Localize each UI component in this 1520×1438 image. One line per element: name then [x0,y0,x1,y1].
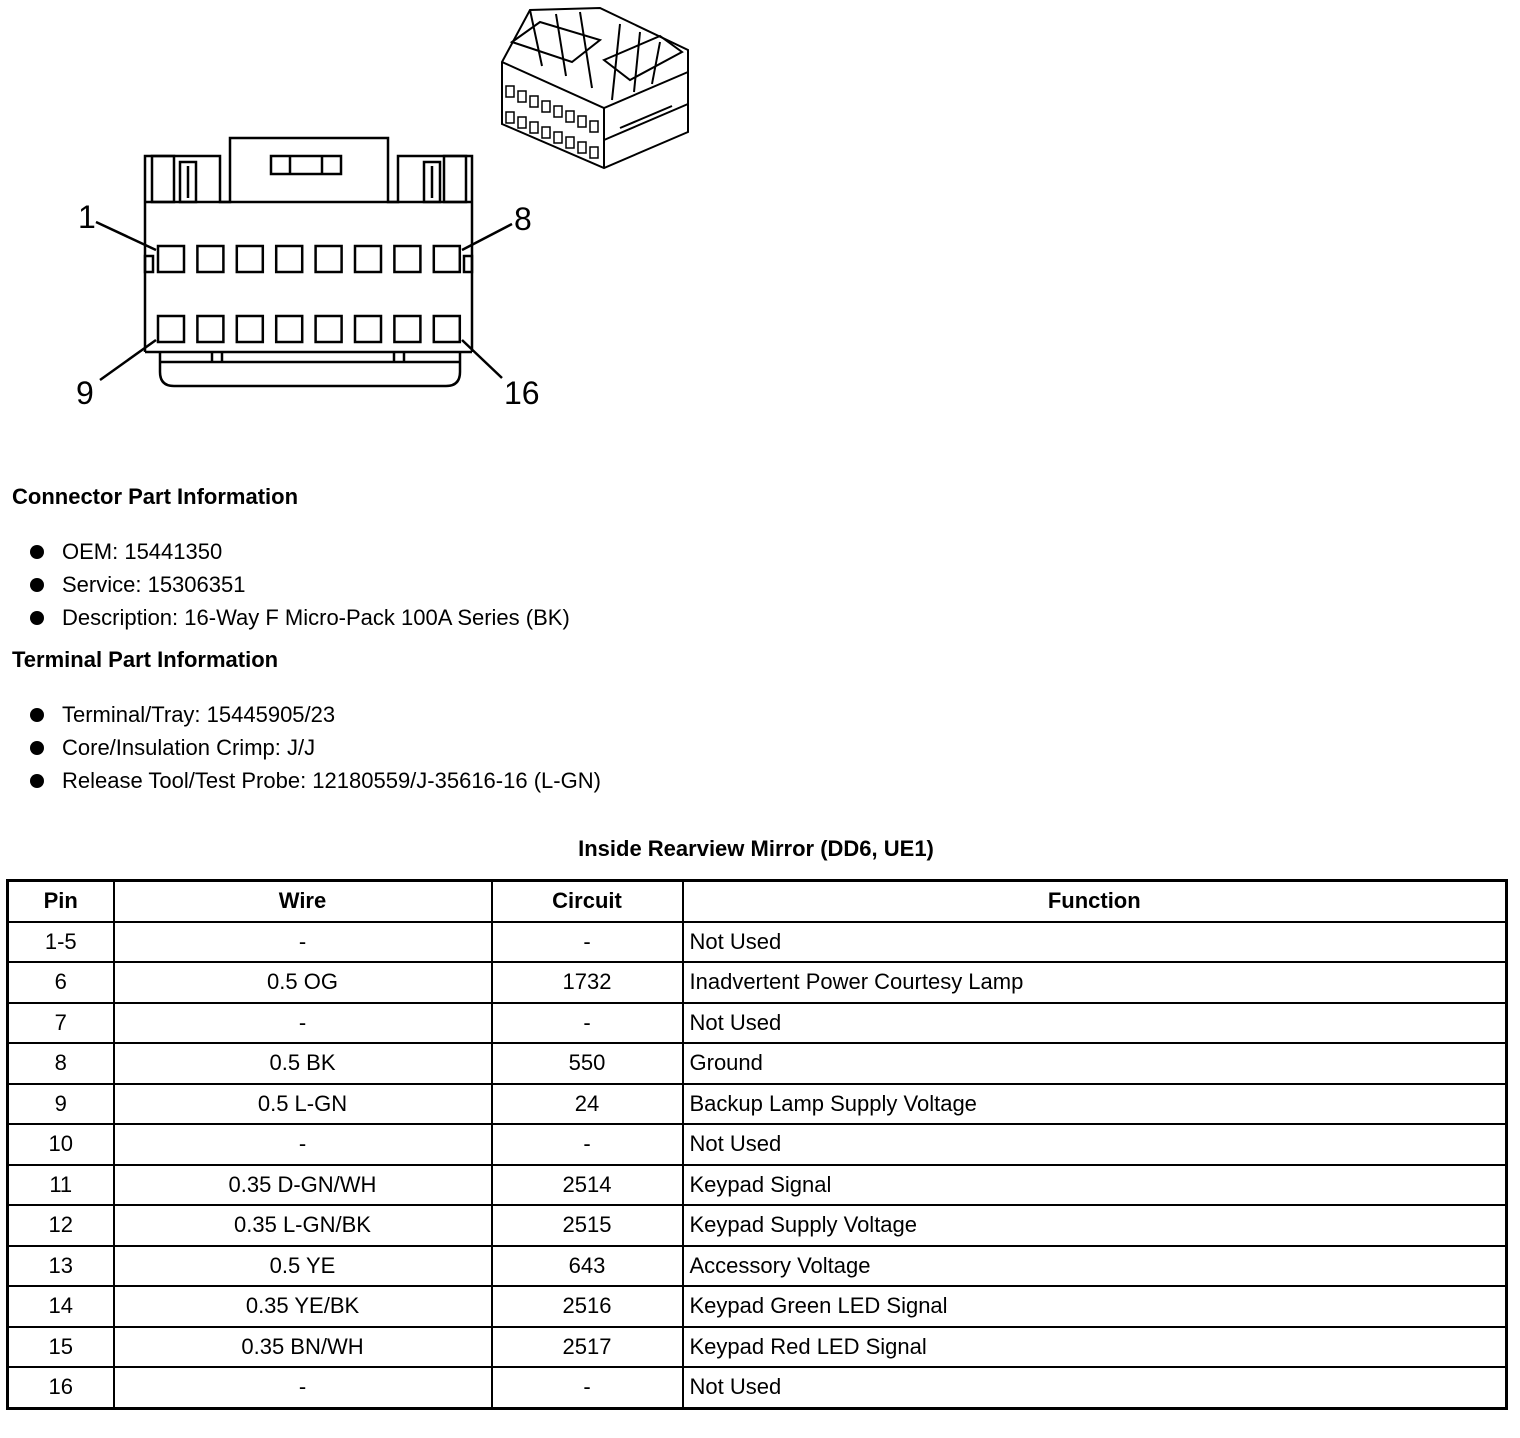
column-header-wire: Wire [114,881,492,922]
bullet-icon [30,545,44,559]
pin-cavity-3d [506,112,514,123]
table-row [8,1205,1507,1246]
pin-cavity-3d [566,111,574,122]
cell-wire: 0.5 OG [114,962,492,1003]
pin-cavity-3d [518,117,526,128]
pin-cavity [316,316,342,342]
pin-cavity [434,316,460,342]
cell-circuit: - [492,1124,683,1165]
cell-function: Keypad Green LED Signal [683,1286,1507,1327]
cell-pin: 14 [8,1286,114,1327]
cell-pin: 8 [8,1043,114,1084]
list-item: Core/Insulation Crimp: J/J [28,731,601,764]
pin-cavity [276,246,302,272]
column-header-pin: Pin [8,881,114,922]
pin-cavity-3d [530,96,538,107]
pin-cavity-3d [590,121,598,132]
cell-function: Keypad Red LED Signal [683,1327,1507,1368]
cell-pin: 10 [8,1124,114,1165]
bullet-icon [30,708,44,722]
cell-wire: - [114,1003,492,1044]
cell-wire: - [114,1367,492,1408]
terminal-info-list [28,698,601,797]
cell-circuit: - [492,1003,683,1044]
pin-cavity [197,316,223,342]
cell-pin: 13 [8,1246,114,1287]
cell-circuit: 2516 [492,1286,683,1327]
table-title: Inside Rearview Mirror (DD6, UE1) [578,836,934,861]
table-row [8,1165,1507,1206]
connector-face [145,138,472,386]
pin-cavity [316,246,342,272]
column-header-circuit: Circuit [492,881,683,922]
cell-wire: 0.35 YE/BK [114,1286,492,1327]
table-row [8,1286,1507,1327]
cell-pin: 16 [8,1367,114,1408]
table-row [8,1084,1507,1125]
pin-cavity [355,316,381,342]
cell-function: Not Used [683,922,1507,963]
bullet-icon [30,611,44,625]
cell-function: Keypad Supply Voltage [683,1205,1507,1246]
cell-wire: - [114,1124,492,1165]
pin-cavity-3d [518,91,526,102]
pin-cavity [434,246,460,272]
cell-circuit: - [492,922,683,963]
pin-cavity [394,316,420,342]
cell-circuit: 2517 [492,1327,683,1368]
cell-circuit: 643 [492,1246,683,1287]
table-row [8,922,1507,963]
cell-circuit: 2515 [492,1205,683,1246]
list-item: Terminal/Tray: 15445905/23 [28,698,601,731]
cell-function: Not Used [683,1124,1507,1165]
list-item: Service: 15306351 [28,568,570,601]
pin-cavity-3d [566,137,574,148]
cell-function: Ground [683,1043,1507,1084]
pin-cavity-3d [554,106,562,117]
bullet-icon [30,774,44,788]
cell-function: Backup Lamp Supply Voltage [683,1084,1507,1125]
cell-pin: 11 [8,1165,114,1206]
cell-pin: 7 [8,1003,114,1044]
pin-cavity-3d [542,127,550,138]
connector-pin-cavities [158,246,460,342]
pin-cavity [394,246,420,272]
cell-pin: 1-5 [8,922,114,963]
pin-cavity [237,316,263,342]
cell-function: Keypad Signal [683,1165,1507,1206]
pin-cavity-3d [506,86,514,97]
cell-circuit: 2514 [492,1165,683,1206]
cell-circuit: 24 [492,1084,683,1125]
list-item: Description: 16-Way F Micro-Pack 100A Series (BK) [28,601,570,634]
cell-wire: 0.5 YE [114,1246,492,1287]
pin-cavity-3d [578,142,586,153]
cell-pin: 6 [8,962,114,1003]
pin-label-9: 9 [76,375,94,411]
pin-cavity [276,316,302,342]
cell-wire: 0.35 D-GN/WH [114,1165,492,1206]
cell-circuit: 550 [492,1043,683,1084]
table-row [8,1327,1507,1368]
bullet-icon [30,578,44,592]
cell-function: Not Used [683,1367,1507,1408]
column-header-function: Function [683,881,1507,922]
pin-cavity-3d [530,122,538,133]
list-item: Release Tool/Test Probe: 12180559/J-35616-16 (L-GN) [28,764,601,797]
pin-cavity [237,246,263,272]
cell-function: Accessory Voltage [683,1246,1507,1287]
table-row [8,1246,1507,1287]
cell-wire: 0.35 L-GN/BK [114,1205,492,1246]
pin-cavity-3d [578,116,586,127]
cell-circuit: 1732 [492,962,683,1003]
pin-cavity-3d [542,101,550,112]
table-row [8,1124,1507,1165]
connector-diagram [0,0,720,420]
cell-pin: 15 [8,1327,114,1368]
connector-info-list [28,535,570,634]
pin-cavity-3d [590,147,598,158]
pin-table [6,879,1508,1410]
cell-circuit: - [492,1367,683,1408]
connector-info-heading: Connector Part Information [12,484,299,509]
pin-cavity [158,246,184,272]
cell-wire: 0.5 BK [114,1043,492,1084]
cell-wire: 0.5 L-GN [114,1084,492,1125]
pin-label-8: 8 [514,201,532,237]
connector-3d-view [502,8,688,168]
table-header-row [8,881,1507,922]
pin-cavity [197,246,223,272]
pin-cavity-3d [554,132,562,143]
cell-pin: 9 [8,1084,114,1125]
pin-label-1: 1 [78,199,96,235]
table-row [8,1367,1507,1408]
cell-wire: 0.35 BN/WH [114,1327,492,1368]
bullet-icon [30,741,44,755]
table-body [8,922,1507,1409]
cell-function: Inadvertent Power Courtesy Lamp [683,962,1507,1003]
pin-cavity [355,246,381,272]
table-row [8,1043,1507,1084]
pin-cavity [158,316,184,342]
cell-function: Not Used [683,1003,1507,1044]
list-item: OEM: 15441350 [28,535,570,568]
pin-label-16: 16 [504,375,540,411]
table-row [8,1003,1507,1044]
cell-pin: 12 [8,1205,114,1246]
terminal-info-heading: Terminal Part Information [12,647,279,672]
cell-wire: - [114,922,492,963]
table-row [8,962,1507,1003]
